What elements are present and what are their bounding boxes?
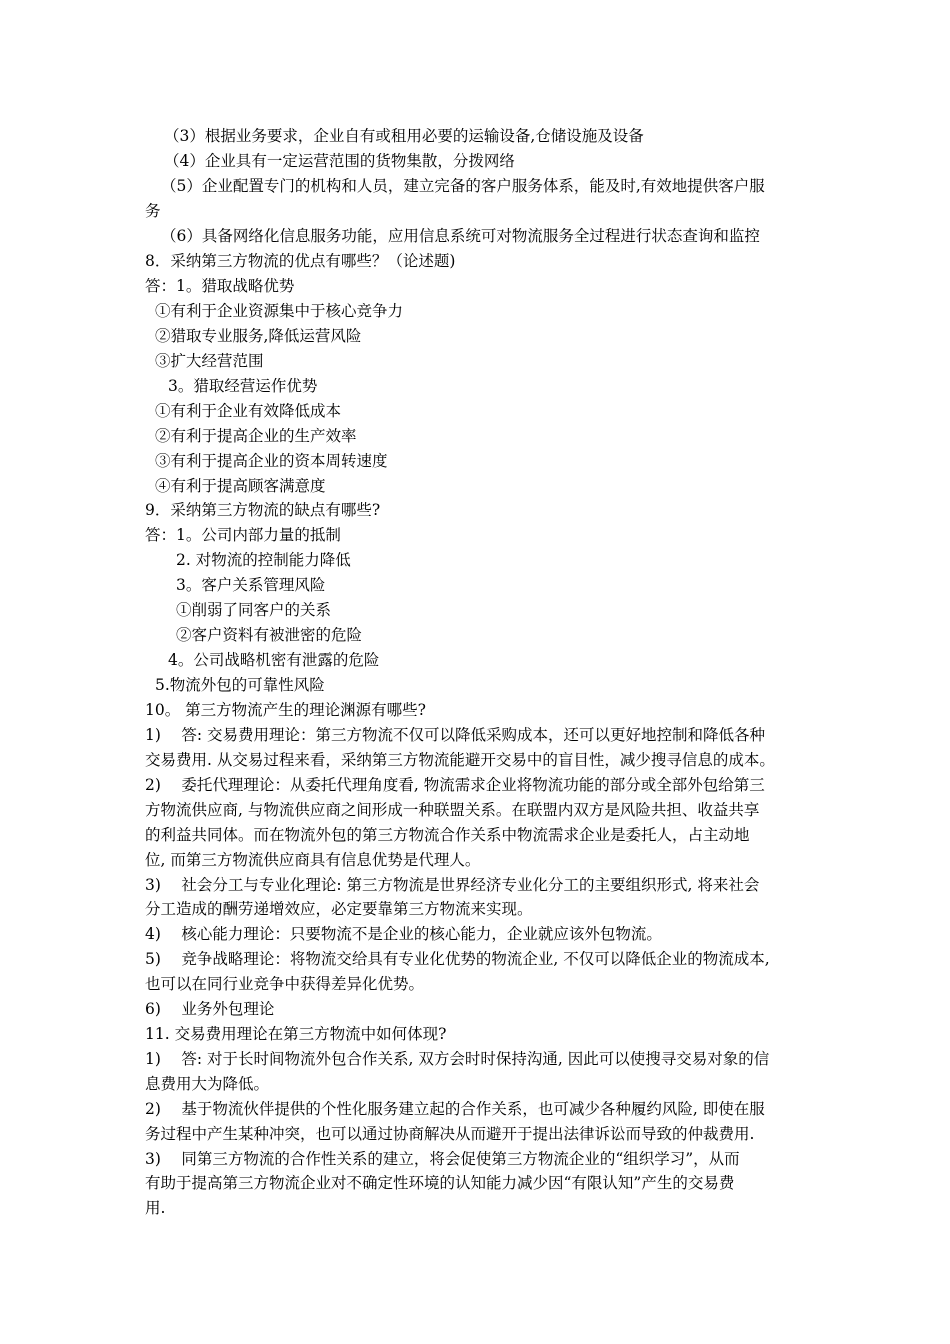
line-43: 有助于提高第三方物流企业对不确定性环境的认知能力减少因“有限认知”产生的交易费: [145, 1174, 735, 1192]
line-36: 6) 业务外包理论: [145, 1000, 275, 1018]
line-4: 务: [145, 202, 161, 220]
line-1: （3）根据业务要求，企业自有或租用必要的运输设备,仓储设施及设备: [164, 127, 644, 145]
line-18: 2. 对物流的控制能力降低: [176, 551, 351, 569]
line-8: ①有利于企业资源集中于核心竞争力: [155, 302, 404, 320]
line-13: ②有利于提高企业的生产效率: [155, 427, 357, 445]
line-2: （4）企业具有一定运营范围的货物集散，分拨网络: [164, 152, 515, 170]
line-30: 位, 而第三方物流供应商具有信息优势是代理人。: [145, 851, 481, 869]
line-26: 交易费用. 从交易过程来看，采纳第三方物流能避开交易中的盲目性，减少搜寻信息的成本。: [145, 751, 775, 769]
line-23: 5.物流外包的可靠性风险: [155, 676, 325, 694]
line-20: ①削弱了同客户的关系: [176, 601, 332, 619]
line-24: 10。 第三方物流产生的理论渊源有哪些?: [145, 701, 426, 719]
line-33: 4) 核心能力理论：只要物流不是企业的核心能力，企业就应该外包物流。: [145, 925, 662, 943]
line-19: 3。客户关系管理风险: [176, 576, 326, 594]
line-11: 3。猎取经营运作优势: [168, 377, 318, 395]
line-27: 2) 委托代理理论：从委托代理角度看, 物流需求企业将物流功能的部分或全部外包给第三: [145, 776, 765, 794]
line-12: ①有利于企业有效降低成本: [155, 402, 342, 420]
line-37: 11. 交易费用理论在第三方物流中如何体现?: [145, 1025, 447, 1043]
line-10: ③扩大经营范围: [155, 352, 264, 370]
line-3: （5）企业配置专门的机构和人员，建立完备的客户服务体系，能及时,有效地提供客户服: [161, 177, 765, 195]
line-41: 务过程中产生某种冲突，也可以通过协商解决从而避开于提出法律诉讼而导致的仲裁费用.: [145, 1125, 755, 1143]
line-22: 4。公司战略机密有泄露的危险: [168, 651, 380, 669]
line-6: 8．采纳第三方物流的优点有哪些？（论述题): [145, 252, 456, 270]
line-21: ②客户资料有被泄密的危险: [176, 626, 363, 644]
line-9: ②猎取专业服务,降低运营风险: [155, 327, 362, 345]
line-28: 方物流供应商, 与物流供应商之间形成一种联盟关系。在联盟内双方是风险共担、收益共享: [145, 801, 760, 819]
line-40: 2) 基于物流伙伴提供的个性化服务建立起的合作关系，也可减少各种履约风险, 即使在服: [145, 1100, 765, 1118]
line-16: 9．采纳第三方物流的缺点有哪些?: [145, 501, 381, 519]
line-5: （6）具备网络化信息服务功能，应用信息系统可对物流服务全过程进行状态查询和监控: [161, 227, 760, 245]
line-25: 1) 答: 交易费用理论：第三方物流不仅可以降低采购成本，还可以更好地控制和降低各种: [145, 726, 765, 744]
line-38: 1) 答: 对于长时间物流外包合作关系, 双方会时时保持沟通, 因此可以使搜寻交易对象的信: [145, 1050, 770, 1068]
line-44: 用.: [145, 1199, 166, 1217]
line-29: 的利益共同体。而在物流外包的第三方物流合作关系中物流需求企业是委托人，占主动地: [145, 826, 750, 844]
line-42: 3) 同第三方物流的合作性关系的建立，将会促使第三方物流企业的“组织学习”，从而: [145, 1150, 740, 1168]
line-34: 5) 竞争战略理论：将物流交给具有专业化优势的物流企业, 不仅可以降低企业的物流成本,: [145, 950, 770, 968]
line-7: 答：1。猎取战略优势: [145, 277, 295, 295]
line-31: 3) 社会分工与专业化理论: 第三方物流是世界经济专业化分工的主要组织形式, 将来社会: [145, 876, 760, 894]
line-32: 分工造成的酬劳递增效应，必定要靠第三方物流来实现。: [145, 900, 533, 918]
line-14: ③有利于提高企业的资本周转速度: [155, 452, 388, 470]
line-17: 答：1。公司内部力量的抵制: [145, 526, 341, 544]
line-39: 息费用大为降低。: [145, 1075, 270, 1093]
line-15: ④有利于提高顾客满意度: [155, 477, 326, 495]
line-35: 也可以在同行业竞争中获得差异化优势。: [145, 975, 425, 993]
